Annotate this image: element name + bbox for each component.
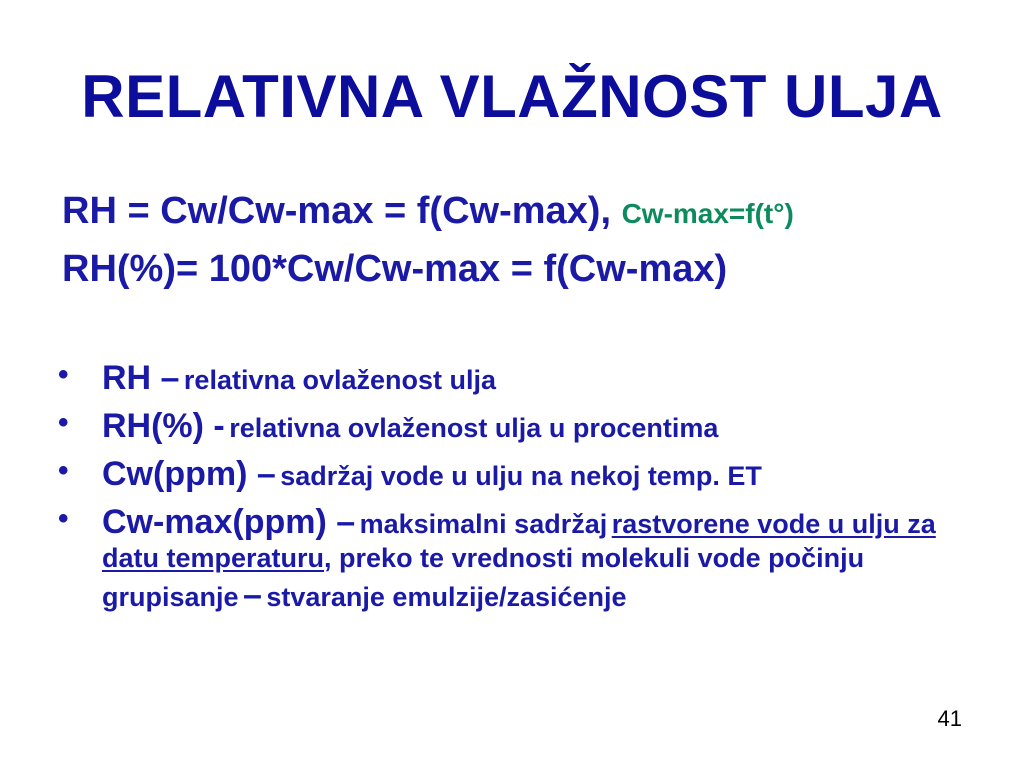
list-item-text: relativna ovlaženost ulja u procentima	[229, 413, 719, 443]
list-item-text: relativna ovlaženost ulja	[183, 365, 497, 395]
formula-relative-humidity-percent: RH(%)= 100*Cw/Cw-max = f(Cw-max)	[62, 248, 728, 290]
list-item	[58, 358, 978, 398]
list-item-text: maksimalni sadržaj	[359, 509, 608, 539]
slide-title: RELATIVNA VLAŽNOST ULJA	[81, 63, 943, 130]
formula-relative-humidity	[62, 188, 794, 237]
list-item-text-end: stvaranje emulzije/zasićenje	[266, 582, 627, 612]
bullet-icon: •	[58, 358, 69, 391]
list-item-text-continued: , preko te vrednosti molekuli vode počinju grupisanje	[102, 543, 865, 612]
list-item-term: Cw-max(ppm) –	[102, 503, 356, 541]
list-item	[58, 406, 978, 446]
list-item-underlined-text: rastvorene vode u ulju za datu temperaturu	[102, 509, 936, 573]
list-item-dash: –	[242, 576, 262, 614]
bullet-icon: •	[58, 502, 69, 535]
list-item-term: Cw(ppm) –	[102, 455, 276, 493]
list-item	[58, 502, 978, 615]
formula-main: RH = Cw/Cw-max = f(Cw-max),	[62, 190, 611, 232]
bullet-icon: •	[58, 454, 69, 487]
formula-note: Cw-max=f(t°)	[621, 198, 794, 229]
definition-list	[58, 358, 978, 623]
list-item	[58, 454, 978, 494]
list-item-term: RH(%) -	[102, 407, 225, 445]
bullet-icon: •	[58, 406, 69, 439]
list-item-term: RH –	[102, 359, 180, 397]
page-number: 41	[937, 706, 962, 731]
list-item-text: sadržaj vode u ulju na nekoj temp. ET	[280, 461, 762, 491]
